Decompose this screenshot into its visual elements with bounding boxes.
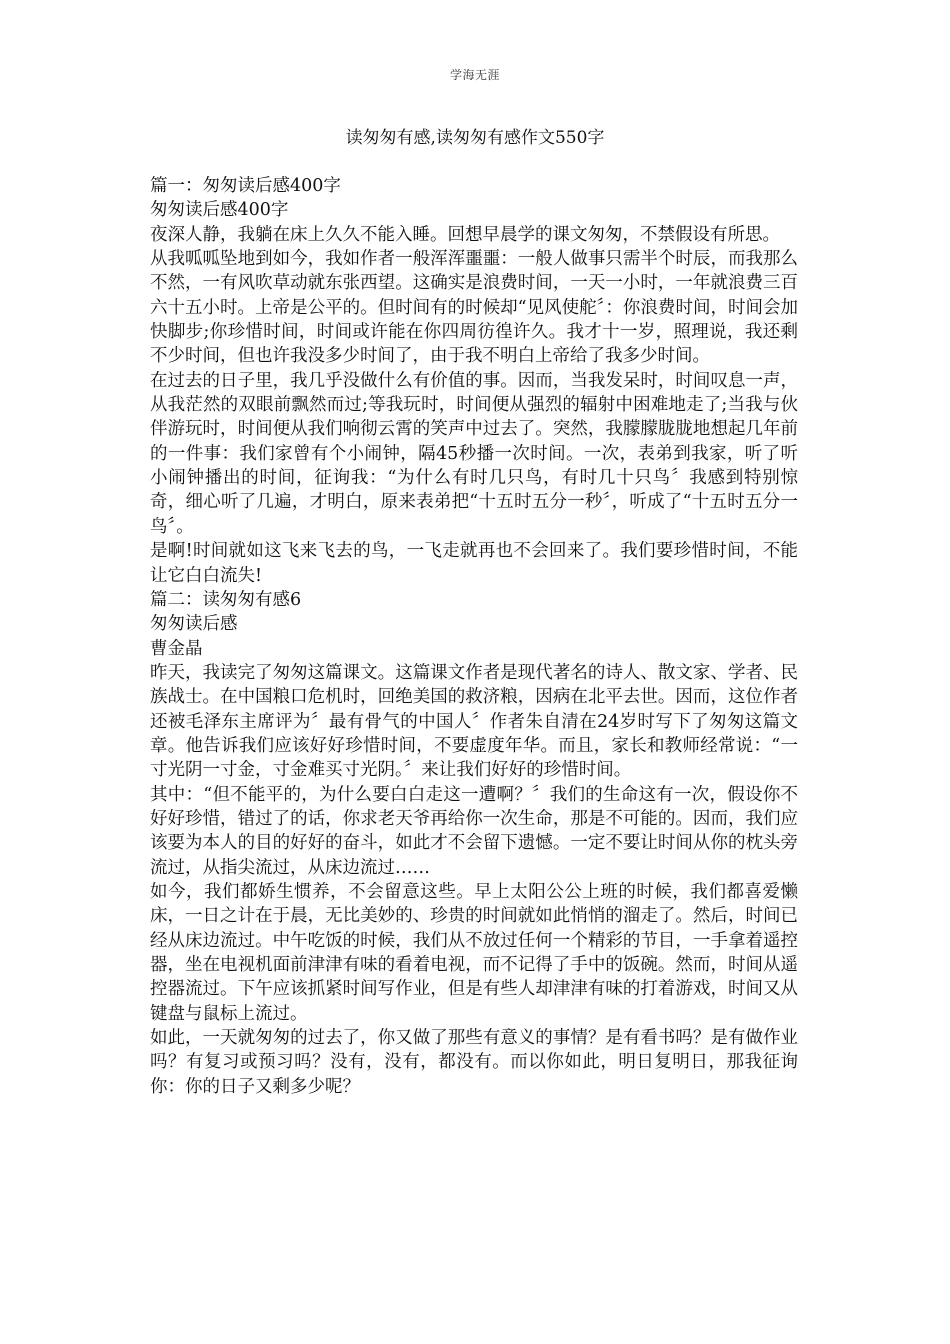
paragraph: 昨天，我读完了匆匆这篇课文。这篇课文作者是现代著名的诗人、散文家、学者、民族战士。在中国粮口危机时，回绝美国的救济粮，因病在北平去世。因而，这位作者还被毛泽东主席评为〞最有骨气的中国人〞作者朱自清在24岁时写下了匆匆这篇文章。他告诉我们应该好好珍惜时间，不要虚度年华。而且，家长和教师经常说：“一寸光阴一寸金，寸金难买寸光阴。〞来让我们好好的珍惜时间。 (150, 662, 798, 781)
paragraph: 如此，一天就匆匆的过去了，你又做了那些有意义的事情？是有看书吗？是有做作业吗？有复习或预习吗？没有，没有，都没有。而以你如此，明日复明日，那我征询你：你的日子又剩多少呢？ (150, 1028, 798, 1097)
section-heading-1: 篇一：匆匆读后感400字 (150, 176, 341, 196)
paragraph: 在过去的日子里，我几乎没做什么有价值的事。因而，当我发呆时，时间叹息一声，从我茫然的双眼前飘然而过;等我玩时，时间便从强烈的辐射中困难地走了;当我与伙伴游玩时，时间便从我们响彻云霄的笑声中过去了。突然，我朦朦胧胧地想起几年前的一件事：我们家曾有个小闹钟，隔45秒播一次时间。一次，表弟到我家，听了听小闹钟播出的时间，征询我：“为什么有时几只鸟，有时几十只鸟〞我感到特别惊奇，细心听了几遍，才明白，原来表弟把“十五时五分一秒〞，听成了“十五时五分一鸟〞。 (150, 370, 798, 537)
subtitle-1: 匆匆读后感400字 (150, 200, 289, 221)
document-body (150, 174, 798, 1099)
author-name: 曹金晶 (150, 638, 203, 659)
paragraph: 从我呱呱坠地到如今，我如作者一般浑浑噩噩：一般人做事只需半个时辰，而我那么不然，一有风吹草动就东张西望。这确实是浪费时间，一天一小时，一年就浪费三百六十五小时。上帝是公平的。但时间有的时候却“见风使舵〞：你浪费时间，时间会加快脚步;你珍惜时间，时间或许能在你四周彷徨许久。我才十一岁，照理说，我还剩不少时间，但也许我没多少时间了，由于我不明白上帝给了我多少时间。 (150, 249, 798, 367)
paragraph: 其中：“但不能平的，为什么要白白走这一遭啊？〞我们的生命这有一次，假设你不好好珍惜，错过了的话，你求老天爷再给你一次生命，那是不可能的。因而，我们应该要为本人的目的好好的奋斗，如此才不会留下遗憾。一定不要让时间从你的枕头旁流过，从指尖流过，从床边流过…… (150, 784, 798, 878)
subtitle-2: 匆匆读后感 (150, 614, 238, 635)
paragraph: 夜深人静，我躺在床上久久不能入睡。回想早晨学的课文匆匆，不禁假设有所思。 (150, 224, 780, 245)
page-header: 学海无涯 (449, 68, 500, 82)
document-title: 读匆匆有感,读匆匆有感作文550字 (345, 128, 605, 148)
paragraph: 是啊!时间就如这飞来飞去的鸟，一飞走就再也不会回来了。我们要珍惜时间，不能让它白白流失! (150, 541, 798, 586)
section-heading-2: 篇二：读匆匆有感6 (150, 589, 302, 610)
paragraph: 如今，我们都娇生惯养，不会留意这些。早上太阳公公上班的时候，我们都喜爱懒床，一日之计在于晨，无比美妙的、珍贵的时间就如此悄悄的溜走了。然后，时间已经从床边流过。中午吃饭的时候，我们从不放过任何一个精彩的节目，一手拿着遥控器，坐在电视机面前津津有味的看着电视，而不记得了手中的饭碗。然而，时间从遥控器流过。下午应该抓紧时间写作业，但是有些人却津津有味的打着游戏，时间又从键盘与鼠标上流过。 (150, 881, 798, 1024)
